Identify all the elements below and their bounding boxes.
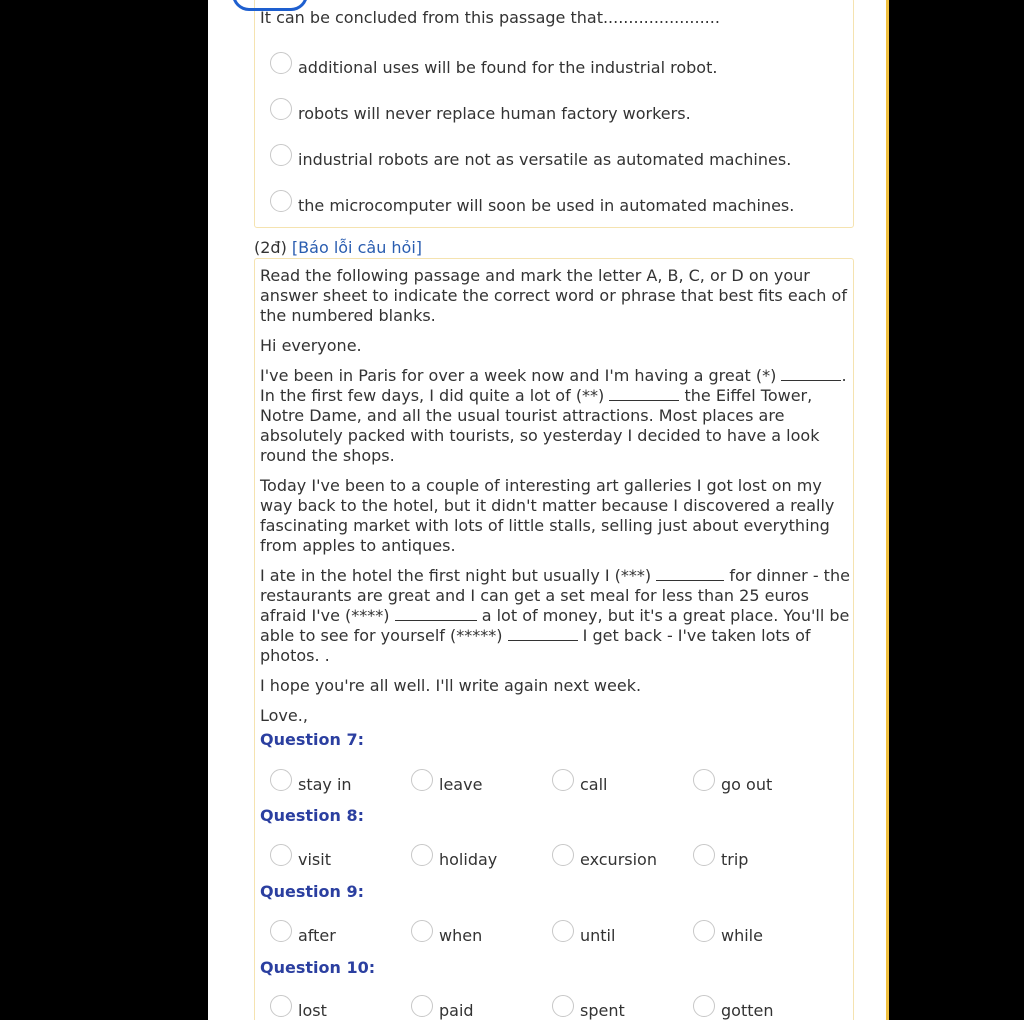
q10-option-a[interactable] <box>270 999 327 1020</box>
passage-text: I get back - I've taken lots of photos. . <box>260 626 811 665</box>
radio-button[interactable] <box>411 769 433 791</box>
option-text: industrial robots are not as versatile as automated machines. <box>298 149 792 169</box>
passage-paragraph-3 <box>260 566 852 666</box>
option-text: holiday <box>439 849 498 869</box>
option-text: call <box>580 774 608 794</box>
option-text: while <box>721 925 763 945</box>
option-text: excursion <box>580 849 657 869</box>
option-text: gotten <box>721 1000 774 1020</box>
q8-option-c[interactable] <box>552 848 657 870</box>
points: (2đ) <box>254 238 287 257</box>
q7-option-c[interactable] <box>552 773 608 795</box>
passage-paragraph-2: Today I've been to a couple of interesting art galleries I got lost on my way back to the hotel, but it didn't matter because I discovered a really fascinating market with lots of little stalls, selling just about everything from apples to antiques. <box>260 476 835 555</box>
radio-button[interactable] <box>552 769 574 791</box>
radio-button[interactable] <box>270 52 292 74</box>
option-text: leave <box>439 774 483 794</box>
option-text: lost <box>298 1000 327 1020</box>
radio-button[interactable] <box>270 995 292 1017</box>
q7-option-a[interactable] <box>270 773 352 795</box>
q7-option-d[interactable] <box>693 773 772 795</box>
quiz-page <box>208 0 886 1020</box>
question-7-label: Question 7: <box>260 730 364 749</box>
radio-button[interactable] <box>552 920 574 942</box>
passage-text: I ate in the hotel the first night but usually I (***) <box>260 566 652 585</box>
option-text: stay in <box>298 774 352 794</box>
radio-button[interactable] <box>270 144 292 166</box>
radio-button[interactable] <box>270 769 292 791</box>
q10-option-b[interactable] <box>411 999 474 1020</box>
blank-1 <box>781 366 841 381</box>
header-ornament <box>232 0 308 11</box>
option-text: when <box>439 925 483 945</box>
q7-option-b[interactable] <box>411 773 482 795</box>
passage-text: for dinner - the restaurants are great and I can get a set meal for less than 25 euros afraid I've (****) <box>260 566 850 625</box>
option-text: after <box>298 925 336 945</box>
page-edge-border <box>886 0 889 1020</box>
q9-option-b[interactable] <box>411 924 482 946</box>
q10-option-c[interactable] <box>552 999 625 1020</box>
passage-greeting: Hi everyone. <box>260 336 362 355</box>
blank-4 <box>395 606 477 621</box>
passage-text: the Eiffel Tower, Notre Dame, and all the usual tourist attractions. Most places are absolutely packed with tourists, so yesterday I decided to have a look round the shops. <box>260 386 820 465</box>
radio-button[interactable] <box>270 98 292 120</box>
radio-button[interactable] <box>411 920 433 942</box>
passage-text: . In the first few days, I did quite a lot of (**) <box>260 366 847 405</box>
q8-option-a[interactable] <box>270 848 331 870</box>
q9-option-a[interactable] <box>270 924 336 946</box>
option-text: go out <box>721 774 773 794</box>
radio-button[interactable] <box>411 995 433 1017</box>
option-text: trip <box>721 849 749 869</box>
option-text: the microcomputer will soon be used in automated machines. <box>298 195 795 215</box>
passage-instructions: Read the following passage and mark the letter A, B, C, or D on your answer sheet to indicate the correct word or phrase that best fits each of the numbered blanks. <box>260 266 847 325</box>
radio-button[interactable] <box>270 920 292 942</box>
blank-3 <box>656 566 724 581</box>
q9-option-c[interactable] <box>552 924 615 946</box>
question-6-prompt: It can be concluded from this passage that....................... <box>260 8 720 27</box>
radio-button[interactable] <box>552 995 574 1017</box>
radio-button[interactable] <box>270 844 292 866</box>
radio-button[interactable] <box>693 995 715 1017</box>
passage-text: I've been in Paris for over a week now and I'm having a great (*) <box>260 366 777 385</box>
question-10-label: Question 10: <box>260 958 376 977</box>
blank-2 <box>609 386 679 401</box>
option-text: additional uses will be found for the industrial robot. <box>298 57 718 77</box>
q6-option-a[interactable] <box>270 56 717 78</box>
option-text: paid <box>439 1000 474 1020</box>
option-text: spent <box>580 1000 625 1020</box>
radio-button[interactable] <box>270 190 292 212</box>
option-text: robots will never replace human factory workers. <box>298 103 691 123</box>
q9-option-d[interactable] <box>693 924 763 946</box>
passage-paragraph-4: I hope you're all well. I'll write again next week. <box>260 676 642 695</box>
q6-option-d[interactable] <box>270 194 794 216</box>
option-text: until <box>580 925 616 945</box>
question-8-label: Question 8: <box>260 806 364 825</box>
option-text: visit <box>298 849 331 869</box>
radio-button[interactable] <box>411 844 433 866</box>
q8-option-b[interactable] <box>411 848 497 870</box>
question-points-line <box>254 238 422 257</box>
radio-button[interactable] <box>693 769 715 791</box>
q6-option-c[interactable] <box>270 148 791 170</box>
passage-paragraph-1 <box>260 366 852 466</box>
q8-option-d[interactable] <box>693 848 748 870</box>
blank-5 <box>508 626 578 641</box>
q6-option-b[interactable] <box>270 102 691 124</box>
radio-button[interactable] <box>552 844 574 866</box>
q10-option-d[interactable] <box>693 999 773 1020</box>
report-error-link[interactable]: [Báo lỗi câu hỏi] <box>291 238 423 257</box>
radio-button[interactable] <box>693 844 715 866</box>
radio-button[interactable] <box>693 920 715 942</box>
passage-closing: Love., <box>260 706 308 725</box>
passage-text: a lot of money, but it's a great place. You'll be able to see for yourself (*****) <box>260 606 850 645</box>
question-9-label: Question 9: <box>260 882 364 901</box>
